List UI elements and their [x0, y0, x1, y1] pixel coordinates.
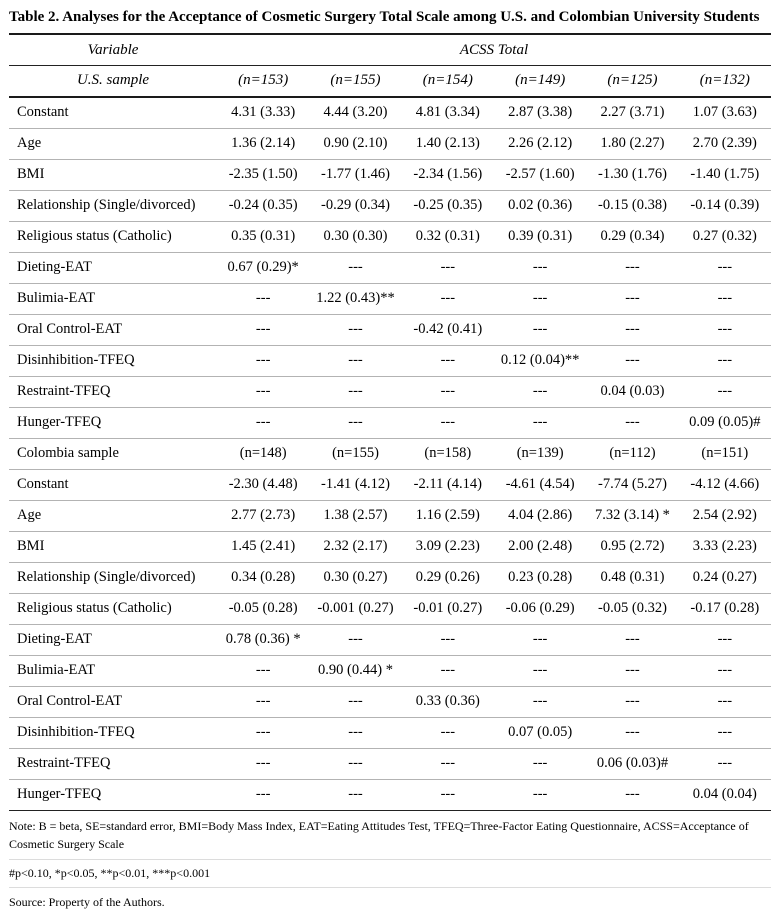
cell-value: 2.54 (2.92): [679, 500, 771, 531]
cell-value: 1.36 (2.14): [217, 128, 309, 159]
cell-value: 0.48 (0.31): [586, 562, 678, 593]
cell-value: ---: [402, 717, 494, 748]
cell-value: 0.95 (2.72): [586, 531, 678, 562]
cell-value: -0.29 (0.34): [309, 190, 401, 221]
row-label: Restraint-TFEQ: [9, 376, 217, 407]
cell-value: 0.39 (0.31): [494, 221, 586, 252]
cell-value: ---: [679, 345, 771, 376]
cell-value: 2.77 (2.73): [217, 500, 309, 531]
row-label: Oral Control-EAT: [9, 314, 217, 345]
cell-value: 2.26 (2.12): [494, 128, 586, 159]
cell-value: -2.57 (1.60): [494, 159, 586, 190]
cell-value: 2.32 (2.17): [309, 531, 401, 562]
cell-value: 1.80 (2.27): [586, 128, 678, 159]
cell-value: -0.001 (0.27): [309, 593, 401, 624]
cell-value: 0.06 (0.03)#: [586, 748, 678, 779]
table-row: [9, 531, 771, 562]
row-label: Constant: [9, 97, 217, 128]
cell-value: 0.32 (0.31): [402, 221, 494, 252]
cell-value: ---: [402, 779, 494, 810]
table-row: [9, 624, 771, 655]
cell-value: 0.12 (0.04)**: [494, 345, 586, 376]
cell-value: 0.29 (0.34): [586, 221, 678, 252]
colombia-n-label: (n=148): [217, 438, 309, 469]
cell-value: ---: [679, 624, 771, 655]
colombia-n-label: (n=139): [494, 438, 586, 469]
significance-note: #p<0.10, *p<0.05, **p<0.01, ***p<0.001: [9, 860, 771, 888]
cell-value: -4.61 (4.54): [494, 469, 586, 500]
cell-value: 4.44 (3.20): [309, 97, 401, 128]
row-label: Constant: [9, 469, 217, 500]
table-row: [9, 469, 771, 500]
cell-value: 0.27 (0.32): [679, 221, 771, 252]
us-sample-label: U.S. sample: [9, 66, 217, 98]
cell-value: 0.90 (0.44) *: [309, 655, 401, 686]
cell-value: ---: [586, 686, 678, 717]
row-label: Age: [9, 500, 217, 531]
row-label: Hunger-TFEQ: [9, 407, 217, 438]
table-row: [9, 159, 771, 190]
table-row: [9, 314, 771, 345]
cell-value: -0.15 (0.38): [586, 190, 678, 221]
cell-value: ---: [217, 655, 309, 686]
table-row: [9, 283, 771, 314]
cell-value: 2.00 (2.48): [494, 531, 586, 562]
cell-value: 1.16 (2.59): [402, 500, 494, 531]
table-row: [9, 128, 771, 159]
cell-value: ---: [402, 748, 494, 779]
cell-value: ---: [309, 717, 401, 748]
table-row: [9, 593, 771, 624]
table-row: [9, 97, 771, 128]
cell-value: -4.12 (4.66): [679, 469, 771, 500]
cell-value: -2.35 (1.50): [217, 159, 309, 190]
cell-value: ---: [402, 283, 494, 314]
cell-value: 0.33 (0.36): [402, 686, 494, 717]
table-row: [9, 717, 771, 748]
cell-value: -2.11 (4.14): [402, 469, 494, 500]
cell-value: ---: [217, 376, 309, 407]
row-label: Hunger-TFEQ: [9, 779, 217, 810]
row-label: BMI: [9, 159, 217, 190]
cell-value: ---: [402, 376, 494, 407]
row-label: Restraint-TFEQ: [9, 748, 217, 779]
cell-value: -0.42 (0.41): [402, 314, 494, 345]
cell-value: 0.29 (0.26): [402, 562, 494, 593]
us-n-label: (n=155): [309, 66, 401, 98]
cell-value: ---: [309, 345, 401, 376]
cell-value: 4.04 (2.86): [494, 500, 586, 531]
cell-value: ---: [494, 779, 586, 810]
table-row: [9, 562, 771, 593]
cell-value: ---: [217, 283, 309, 314]
us-n-label: (n=125): [586, 66, 678, 98]
cell-value: -0.01 (0.27): [402, 593, 494, 624]
cell-value: 0.30 (0.30): [309, 221, 401, 252]
cell-value: 0.30 (0.27): [309, 562, 401, 593]
cell-value: ---: [494, 314, 586, 345]
cell-value: -1.77 (1.46): [309, 159, 401, 190]
row-label: Disinhibition-TFEQ: [9, 345, 217, 376]
cell-value: 0.34 (0.28): [217, 562, 309, 593]
us-n-label: (n=149): [494, 66, 586, 98]
cell-value: ---: [402, 407, 494, 438]
table-row: [9, 252, 771, 283]
table-row: [9, 221, 771, 252]
cell-value: ---: [217, 748, 309, 779]
cell-value: -0.25 (0.35): [402, 190, 494, 221]
cell-value: ---: [494, 624, 586, 655]
row-label: Relationship (Single/divorced): [9, 190, 217, 221]
cell-value: ---: [309, 624, 401, 655]
cell-value: ---: [494, 655, 586, 686]
cell-value: ---: [586, 345, 678, 376]
colombia-n-label: (n=158): [402, 438, 494, 469]
cell-value: 7.32 (3.14) *: [586, 500, 678, 531]
analysis-table: [9, 35, 771, 811]
cell-value: ---: [586, 314, 678, 345]
acss-total-header: ACSS Total: [217, 35, 771, 66]
row-label: Disinhibition-TFEQ: [9, 717, 217, 748]
cell-value: -7.74 (5.27): [586, 469, 678, 500]
cell-value: ---: [217, 314, 309, 345]
colombia-n-label: (n=112): [586, 438, 678, 469]
cell-value: -0.24 (0.35): [217, 190, 309, 221]
cell-value: 0.24 (0.27): [679, 562, 771, 593]
us-sample-header-row: [9, 66, 771, 98]
cell-value: ---: [217, 686, 309, 717]
cell-value: 4.31 (3.33): [217, 97, 309, 128]
cell-value: 0.07 (0.05): [494, 717, 586, 748]
cell-value: ---: [309, 252, 401, 283]
row-label: Oral Control-EAT: [9, 686, 217, 717]
table-row: [9, 500, 771, 531]
cell-value: ---: [494, 376, 586, 407]
colombia-n-label: (n=155): [309, 438, 401, 469]
table-row: [9, 686, 771, 717]
table-row: [9, 190, 771, 221]
table-row: [9, 655, 771, 686]
cell-value: -0.14 (0.39): [679, 190, 771, 221]
table-row: [9, 407, 771, 438]
cell-value: ---: [217, 717, 309, 748]
row-label: Dieting-EAT: [9, 252, 217, 283]
cell-value: ---: [309, 376, 401, 407]
row-label: Bulimia-EAT: [9, 655, 217, 686]
cell-value: ---: [586, 624, 678, 655]
us-n-label: (n=153): [217, 66, 309, 98]
cell-value: 0.67 (0.29)*: [217, 252, 309, 283]
table-row: [9, 376, 771, 407]
cell-value: ---: [494, 748, 586, 779]
cell-value: -1.30 (1.76): [586, 159, 678, 190]
cell-value: ---: [309, 748, 401, 779]
cell-value: ---: [679, 376, 771, 407]
cell-value: 2.27 (3.71): [586, 97, 678, 128]
table-row: [9, 779, 771, 810]
cell-value: ---: [586, 252, 678, 283]
variable-column-header: Variable: [9, 35, 217, 66]
cell-value: 3.33 (2.23): [679, 531, 771, 562]
cell-value: 2.70 (2.39): [679, 128, 771, 159]
cell-value: ---: [586, 717, 678, 748]
cell-value: -0.05 (0.28): [217, 593, 309, 624]
row-label: BMI: [9, 531, 217, 562]
cell-value: -2.34 (1.56): [402, 159, 494, 190]
cell-value: 0.23 (0.28): [494, 562, 586, 593]
cell-value: ---: [494, 407, 586, 438]
source-note: Source: Property of the Authors.: [9, 894, 165, 909]
cell-value: 1.07 (3.63): [679, 97, 771, 128]
cell-value: ---: [586, 407, 678, 438]
us-n-label: (n=154): [402, 66, 494, 98]
cell-value: ---: [494, 686, 586, 717]
cell-value: ---: [402, 624, 494, 655]
cell-value: -1.41 (4.12): [309, 469, 401, 500]
cell-value: ---: [679, 686, 771, 717]
cell-value: ---: [309, 779, 401, 810]
row-label: Age: [9, 128, 217, 159]
table-row: [9, 748, 771, 779]
cell-value: ---: [586, 283, 678, 314]
cell-value: 0.02 (0.36): [494, 190, 586, 221]
cell-value: 0.09 (0.05)#: [679, 407, 771, 438]
cell-value: 0.04 (0.04): [679, 779, 771, 810]
cell-value: ---: [494, 283, 586, 314]
cell-value: ---: [217, 779, 309, 810]
cell-value: ---: [679, 283, 771, 314]
cell-value: -0.05 (0.32): [586, 593, 678, 624]
cell-value: ---: [679, 748, 771, 779]
cell-value: ---: [402, 345, 494, 376]
row-label: Religious status (Catholic): [9, 221, 217, 252]
cell-value: 0.35 (0.31): [217, 221, 309, 252]
cell-value: ---: [309, 314, 401, 345]
cell-value: 0.90 (2.10): [309, 128, 401, 159]
row-label: Dieting-EAT: [9, 624, 217, 655]
cell-value: ---: [679, 252, 771, 283]
cell-value: ---: [679, 655, 771, 686]
cell-value: ---: [309, 407, 401, 438]
cell-value: ---: [402, 252, 494, 283]
cell-value: 0.04 (0.03): [586, 376, 678, 407]
cell-value: -1.40 (1.75): [679, 159, 771, 190]
cell-value: ---: [217, 407, 309, 438]
us-n-label: (n=132): [679, 66, 771, 98]
cell-value: 1.38 (2.57): [309, 500, 401, 531]
cell-value: -2.30 (4.48): [217, 469, 309, 500]
table-note: Note: B = beta, SE=standard error, BMI=Body Mass Index, EAT=Eating Attitudes Test, TFEQ=Three-Factor Eating Questionnaire, ACSS=Acceptance of Cosmetic Surgery Scale: [9, 811, 771, 860]
row-label: Relationship (Single/divorced): [9, 562, 217, 593]
cell-value: 1.45 (2.41): [217, 531, 309, 562]
cell-value: ---: [494, 252, 586, 283]
cell-value: 3.09 (2.23): [402, 531, 494, 562]
cell-value: ---: [217, 345, 309, 376]
cell-value: 2.87 (3.38): [494, 97, 586, 128]
row-label: Bulimia-EAT: [9, 283, 217, 314]
cell-value: ---: [679, 314, 771, 345]
cell-value: 0.78 (0.36) *: [217, 624, 309, 655]
table-body: [9, 97, 771, 810]
cell-value: 1.22 (0.43)**: [309, 283, 401, 314]
table-title: Table 2. Analyses for the Acceptance of Cosmetic Surgery Total Scale among U.S. and Colombian University Students: [9, 4, 771, 35]
cell-value: ---: [402, 655, 494, 686]
cell-value: ---: [309, 686, 401, 717]
table-header-row: [9, 35, 771, 66]
cell-value: ---: [679, 717, 771, 748]
cell-value: -0.17 (0.28): [679, 593, 771, 624]
cell-value: -0.06 (0.29): [494, 593, 586, 624]
cell-value: 1.40 (2.13): [402, 128, 494, 159]
row-label: Religious status (Catholic): [9, 593, 217, 624]
row-label: Colombia sample: [9, 438, 217, 469]
table-row: [9, 345, 771, 376]
colombia-n-label: (n=151): [679, 438, 771, 469]
colombia-sample-row: [9, 438, 771, 469]
cell-value: ---: [586, 779, 678, 810]
cell-value: ---: [586, 655, 678, 686]
cell-value: 4.81 (3.34): [402, 97, 494, 128]
